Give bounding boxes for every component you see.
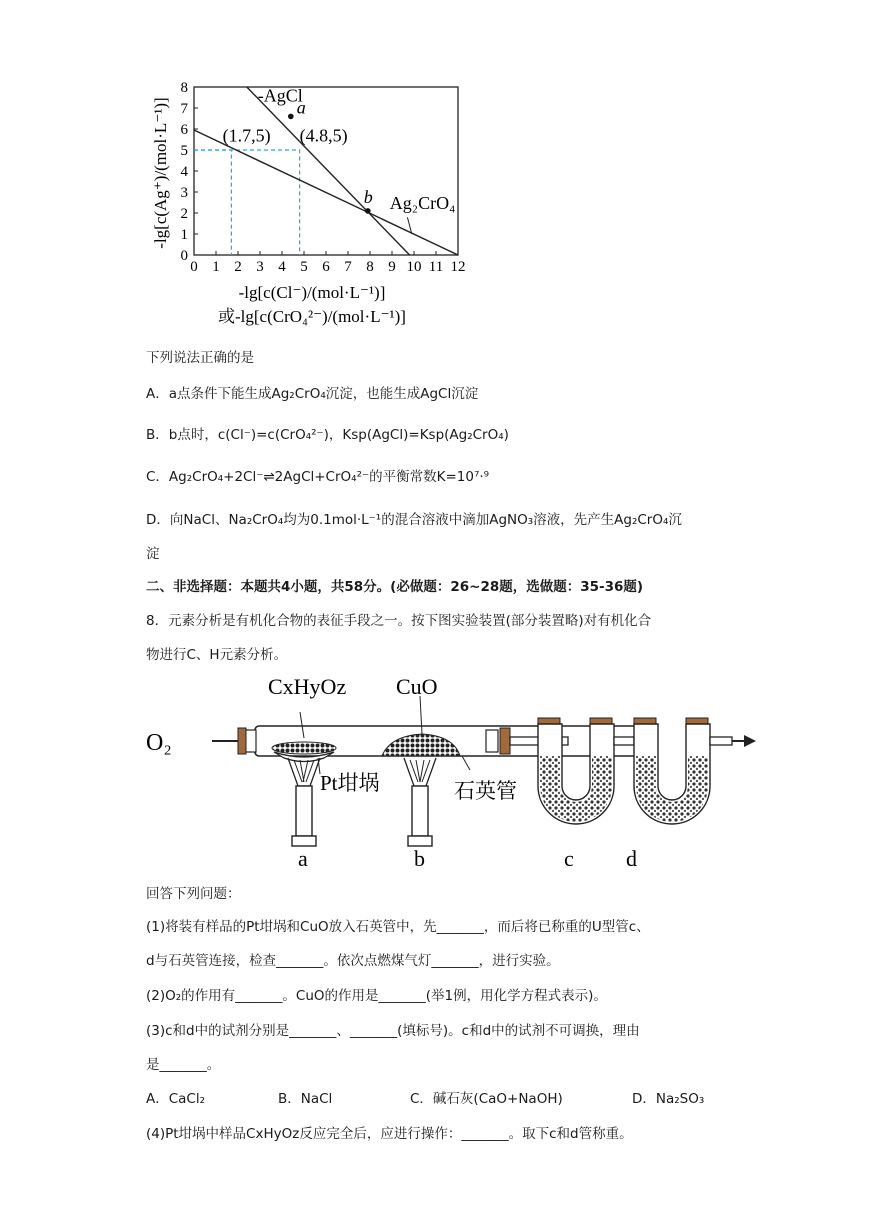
choice-row — [0, 1087, 869, 1107]
choice-d: D．Na₂SO₃ — [632, 1091, 705, 1107]
ksp-chart — [150, 78, 470, 338]
x-tick-label: 7 — [344, 259, 352, 275]
y-axis-label: -lg[c(Ag⁺)/(mol·L⁻¹)] — [151, 97, 170, 249]
x-tick-label: 10 — [406, 259, 422, 275]
apparatus-diagram — [140, 668, 760, 876]
guide-line — [194, 150, 231, 255]
label-a: a — [298, 846, 308, 871]
q4: (4)Pt坩埚中样品CxHyOz反应完全后，应进行操作：_______。取下c和d管称重。 — [146, 1126, 633, 1142]
question8-intro-line2: 物进行C、H元素分析。 — [146, 647, 288, 663]
crucible-label: Pt坩埚 — [320, 771, 380, 795]
y-tick-label: 4 — [180, 164, 188, 180]
option-d-line2: 淀 — [146, 546, 160, 562]
x-tick-label: 12 — [450, 259, 466, 275]
x-tick-label: 11 — [428, 259, 444, 275]
cuo-label: CuO — [396, 674, 438, 699]
x-tick-label: 4 — [278, 259, 286, 275]
u-tube-d — [634, 718, 710, 824]
label-b: b — [414, 846, 425, 871]
option-b: B．b点时，c(Cl⁻)=c(CrO₄²⁻)，Ksp(AgCl)=Ksp(Ag₂CrO₄) — [146, 427, 509, 443]
question8-intro-line1: 8．元素分析是有机化合物的表征手段之一。按下图实验装置(部分装置略)对有机化合 — [146, 613, 652, 629]
q2: (2)O₂的作用有_______。CuO的作用是_______(举1例，用化学方程式表示)。 — [146, 988, 607, 1004]
label-d: d — [626, 846, 637, 871]
x-tick-label: 5 — [300, 259, 308, 275]
data-point — [365, 208, 371, 214]
y-tick-label: 3 — [180, 185, 188, 201]
question7-stem: 下列说法正确的是 — [146, 350, 254, 366]
y-tick-label: 8 — [180, 80, 188, 96]
x-tick-label: 1 — [212, 259, 220, 275]
y-tick-label: 0 — [180, 248, 188, 264]
q1-line1: (1)将装有样品的Pt坩埚和CuO放入石英管中，先_______，而后将已称重的U型管c、 — [146, 919, 650, 935]
guide-line — [194, 150, 300, 255]
quartz-tube-label: 石英管 — [454, 779, 517, 803]
x-axis-label-line1: -lg[c(Cl⁻)/(mol·L⁻¹)] — [238, 283, 386, 302]
q1-line2: d与石英管连接，检查_______。依次点燃煤气灯_______，进行实验。 — [146, 953, 560, 969]
annotation-label: (4.8,5) — [299, 125, 348, 146]
x-tick-label: 0 — [190, 259, 198, 275]
y-tick-label: 2 — [180, 206, 188, 222]
series-label: Ag₂CrO₄ — [389, 192, 456, 213]
section2-heading: 二、非选择题：本题共4小题，共58分。(必做题：26~28题，选做题：35-36题) — [146, 579, 644, 595]
x-tick-label: 2 — [234, 259, 242, 275]
option-a: A．a点条件下能生成Ag₂CrO₄沉淀，也能生成AgCl沉淀 — [146, 386, 479, 402]
series-label: -AgCl — [257, 85, 303, 106]
choice-c: C．碱石灰(CaO+NaOH) — [410, 1091, 563, 1107]
y-tick-label: 1 — [180, 227, 188, 243]
sample-label: CxHyOz — [268, 674, 347, 699]
y-tick-label: 7 — [180, 101, 188, 117]
cuo-bed-b — [382, 734, 460, 846]
choice-a: A．CaCl₂ — [146, 1091, 206, 1107]
x-tick-label: 6 — [322, 259, 330, 275]
x-tick-label: 3 — [256, 259, 264, 275]
option-c: C．Ag₂CrO₄+2Cl⁻⇌2AgCl+CrO₄²⁻的平衡常数K=10⁷·⁹ — [146, 469, 490, 485]
series-line — [247, 87, 410, 255]
q3-line2: 是_______。 — [146, 1057, 221, 1073]
y-tick-label: 6 — [180, 122, 188, 138]
y-tick-label: 5 — [180, 143, 188, 159]
choice-b: B．NaCl — [278, 1091, 333, 1107]
o2-label: O₂ — [146, 730, 172, 756]
x-tick-label: 9 — [388, 259, 396, 275]
point-label: a — [296, 97, 306, 118]
x-tick-label: 8 — [366, 259, 374, 275]
label-c: c — [564, 846, 574, 871]
plot-frame — [194, 87, 458, 255]
option-d-line1: D．向NaCl、Na₂CrO₄均为0.1mol·L⁻¹的混合溶液中滴加AgNO₃溶液，先产生Ag₂CrO₄沉 — [146, 512, 682, 528]
q3-line1: (3)c和d中的试剂分别是_______、_______(填标号)。c和d中的试剂不可调换，理由 — [146, 1023, 640, 1039]
annotation-label: (1.7,5) — [222, 125, 271, 146]
outlet-arrow — [710, 735, 756, 747]
x-axis-label-line2: 或-lg[c(CrO₄²⁻)/(mol·L⁻¹)] — [218, 307, 406, 326]
data-point — [288, 114, 294, 120]
point-label: b — [363, 186, 373, 207]
answer-prompt: 回答下列问题： — [146, 886, 241, 902]
